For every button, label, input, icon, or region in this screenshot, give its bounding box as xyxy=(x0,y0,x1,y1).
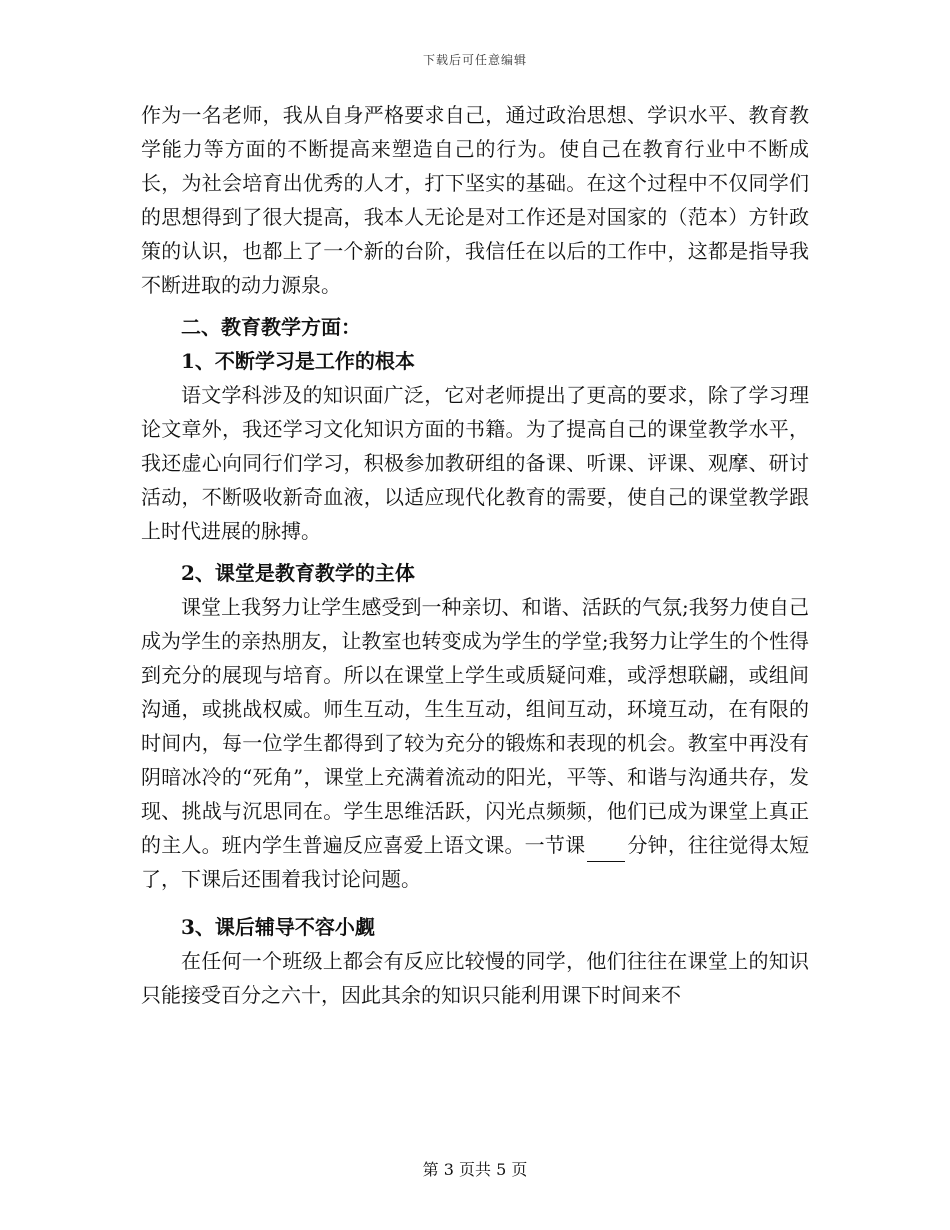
paragraph-classroom xyxy=(141,590,809,896)
fill-in-blank xyxy=(587,839,625,862)
document-body xyxy=(141,98,809,1012)
subheading-tutoring: 3、课后辅导不容小觑 xyxy=(181,915,375,939)
paragraph-classroom-part2: 分钟，往往觉得太短了，下课后还围着我讨论问题。 xyxy=(141,833,810,891)
subheading-learning: 1、不断学习是工作的根本 xyxy=(181,349,415,373)
paragraph-classroom-part1: 课堂上我努力让学生感受到一种亲切、和谐、活跃的气氛;我努力使自己成为学生的亲热朋友，让教室也转变成为学生的学堂;我努力让学生的个性得到充分的展现与培育。所以在课堂上学生或质疑问难，或浮想联翩，或组间沟通，或挑战权威。师生互动，生生互动，组间互动，环境互动，在有限的时间内，每一位学生都得到了较为充分的锻炼和表现的机会。教室中再没有阴暗冰冷的“死角”，课堂上充满着流动的阳光，平等、和谐与沟通共存，发现、挑战与沉思同在。学生思维活跃，闪光点频频，他们已成为课堂上真正的主人。班内学生普遍反应喜爱上语文课。一节课 xyxy=(141,595,809,857)
page-footer: 第 3 页共 5 页 xyxy=(422,1160,528,1179)
paragraph-learning: 语文学科涉及的知识面广泛，它对老师提出了更高的要求，除了学习理论文章外，我还学习文化知识方面的书籍。为了提高自己的课堂教学水平，我还虚心向同行们学习，积极参加教研组的备课、听课、评课、观摩、研讨活动，不断吸收新奇血液，以适应现代化教育的需要，使自己的课堂教学跟上时代进展的脉搏。 xyxy=(141,383,809,543)
page-header: 下载后可任意编辑 xyxy=(422,53,527,67)
section-heading-teaching: 二、教育教学方面： xyxy=(181,315,361,339)
subheading-classroom: 2、课堂是教育教学的主体 xyxy=(181,561,415,585)
paragraph-intro: 作为一名老师，我从自身严格要求自己，通过政治思想、学识水平、教育教学能力等方面的不断提高来塑造自己的行为。使自己在教育行业中不断成长，为社会培育出优秀的人才，打下坚实的基础。在这个过程中不仅同学们的思想得到了很大提高，我本人无论是对工作还是对国家的（范本）方针政策的认识，也都上了一个新的台阶，我信任在以后的工作中，这都是指导我不断进取的动力源泉。 xyxy=(141,103,809,297)
paragraph-tutoring: 在任何一个班级上都会有反应比较慢的同学，他们往往在课堂上的知识只能接受百分之六十，因此其余的知识只能利用课下时间来不 xyxy=(141,949,809,1007)
